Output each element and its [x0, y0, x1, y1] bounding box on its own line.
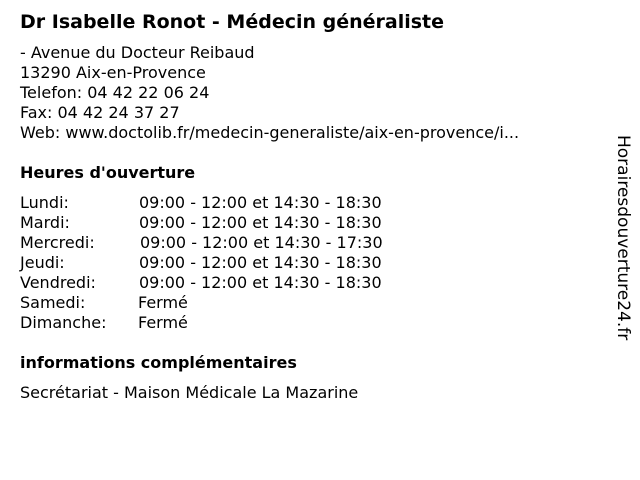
- day-label: Lundi:: [20, 193, 69, 212]
- hours-value: 09:00 - 12:00 et 14:30 - 18:30: [139, 253, 382, 272]
- phone-number: Telefon: 04 42 22 06 24: [20, 83, 210, 102]
- hours-value: 09:00 - 12:00 et 14:30 - 18:30: [139, 213, 382, 232]
- fax-number: Fax: 04 42 24 37 27: [20, 103, 180, 122]
- site-watermark: Horairesdouverture24.fr: [613, 135, 633, 341]
- day-label: Dimanche:: [20, 313, 107, 332]
- hours-value: Fermé: [138, 293, 188, 312]
- day-label: Jeudi:: [20, 253, 65, 272]
- day-label: Vendredi:: [20, 273, 96, 292]
- hours-value: 09:00 - 12:00 et 14:30 - 17:30: [140, 233, 383, 252]
- hours-value: 09:00 - 12:00 et 14:30 - 18:30: [139, 273, 382, 292]
- hours-value: 09:00 - 12:00 et 14:30 - 18:30: [139, 193, 382, 212]
- street-address: - Avenue du Docteur Reibaud: [20, 43, 255, 62]
- opening-hours-heading: Heures d'ouverture: [20, 163, 196, 182]
- page-title: Dr Isabelle Ronot - Médecin généraliste: [20, 11, 445, 33]
- additional-info-heading: informations complémentaires: [20, 353, 297, 372]
- additional-info-text: Secrétariat - Maison Médicale La Mazarine: [20, 383, 359, 402]
- day-label: Mardi:: [20, 213, 70, 232]
- day-label: Samedi:: [20, 293, 86, 312]
- website-url: Web: www.doctolib.fr/medecin-generaliste/aix-en-provence/i...: [20, 123, 520, 142]
- hours-value: Fermé: [138, 313, 188, 332]
- contact-block: [20, 43, 519, 143]
- city-address: 13290 Aix-en-Provence: [20, 63, 206, 82]
- day-label: Mercredi:: [20, 233, 95, 252]
